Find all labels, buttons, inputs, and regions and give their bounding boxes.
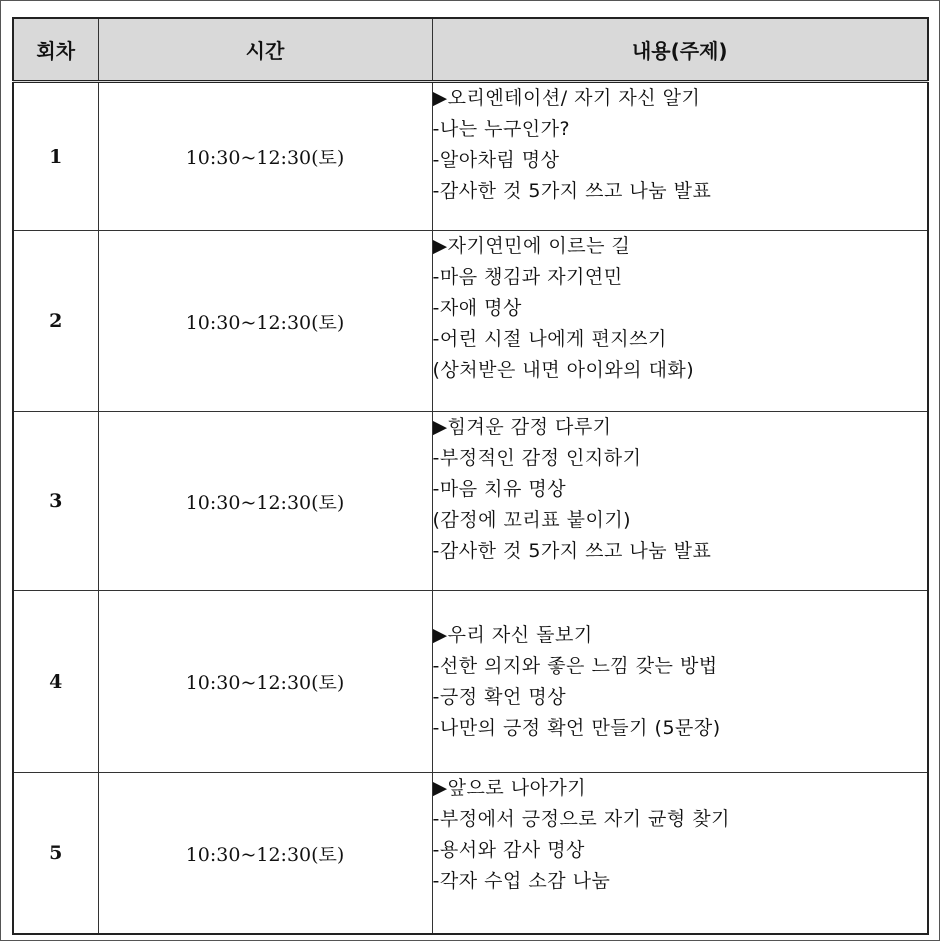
session-content [432,412,928,591]
round-number: 5 [13,773,98,935]
content-line: -부정에서 긍정으로 자기 균형 찾기 [432,808,730,830]
content-line: -어린 시절 나에게 편지쓰기 [432,328,667,350]
session-time: 10:30~12:30(토) [98,412,432,591]
content-line: -감사한 것 5가지 쓰고 나눔 발표 [432,540,712,562]
session-content [432,591,928,773]
content-line: ▶앞으로 나아가기 [432,777,587,799]
header-row [13,18,928,82]
content-line: -긍정 확언 명상 [432,685,567,708]
round-number: 3 [13,412,98,591]
content-line: ▶자기연민에 이르는 길 [432,235,631,257]
content-line: -용서와 감사 명상 [432,839,585,861]
session-content [432,82,928,231]
round-number: 2 [13,231,98,412]
content-line: -선한 의지와 좋은 느낌 갖는 방법 [432,654,718,677]
header-content: 내용(주제) [432,18,928,82]
session-time: 10:30~12:30(토) [98,82,432,231]
session-time: 10:30~12:30(토) [98,231,432,412]
session-content [432,231,928,412]
session-time: 10:30~12:30(토) [98,591,432,773]
table-row [13,412,928,591]
table-row [13,773,928,935]
round-number: 1 [13,82,98,231]
content-line: -알아차림 명상 [432,149,560,171]
content-line: -나만의 긍정 확언 만들기 (5문장) [432,716,721,739]
session-time: 10:30~12:30(토) [98,773,432,935]
header-time: 시간 [98,18,432,82]
table-row [13,231,928,412]
content-line: -부정적인 감정 인지하기 [432,447,642,469]
content-line: -자애 명상 [432,297,522,319]
session-content [432,773,928,935]
header-round: 회차 [13,18,98,82]
content-line: -마음 치유 명상 [432,478,567,500]
page-divider [0,940,940,941]
content-line: (감정에 꼬리표 붙이기) [432,509,632,531]
content-line: ▶우리 자신 돌보기 [432,623,593,646]
content-line: -감사한 것 5가지 쓰고 나눔 발표 [432,180,712,202]
content-line: -마음 챙김과 자기연민 [432,266,623,288]
schedule-table [12,17,929,935]
round-number: 4 [13,591,98,773]
content-line: -나는 누구인가? [432,118,571,140]
content-line: -각자 수업 소감 나눔 [432,870,611,892]
table-row [13,82,928,231]
content-line: (상처받은 내면 아이와의 대화) [432,359,695,381]
content-line: ▶오리엔테이션/ 자기 자신 알기 [432,87,701,109]
content-line: ▶힘겨운 감정 다루기 [432,416,612,438]
table-row [13,591,928,773]
